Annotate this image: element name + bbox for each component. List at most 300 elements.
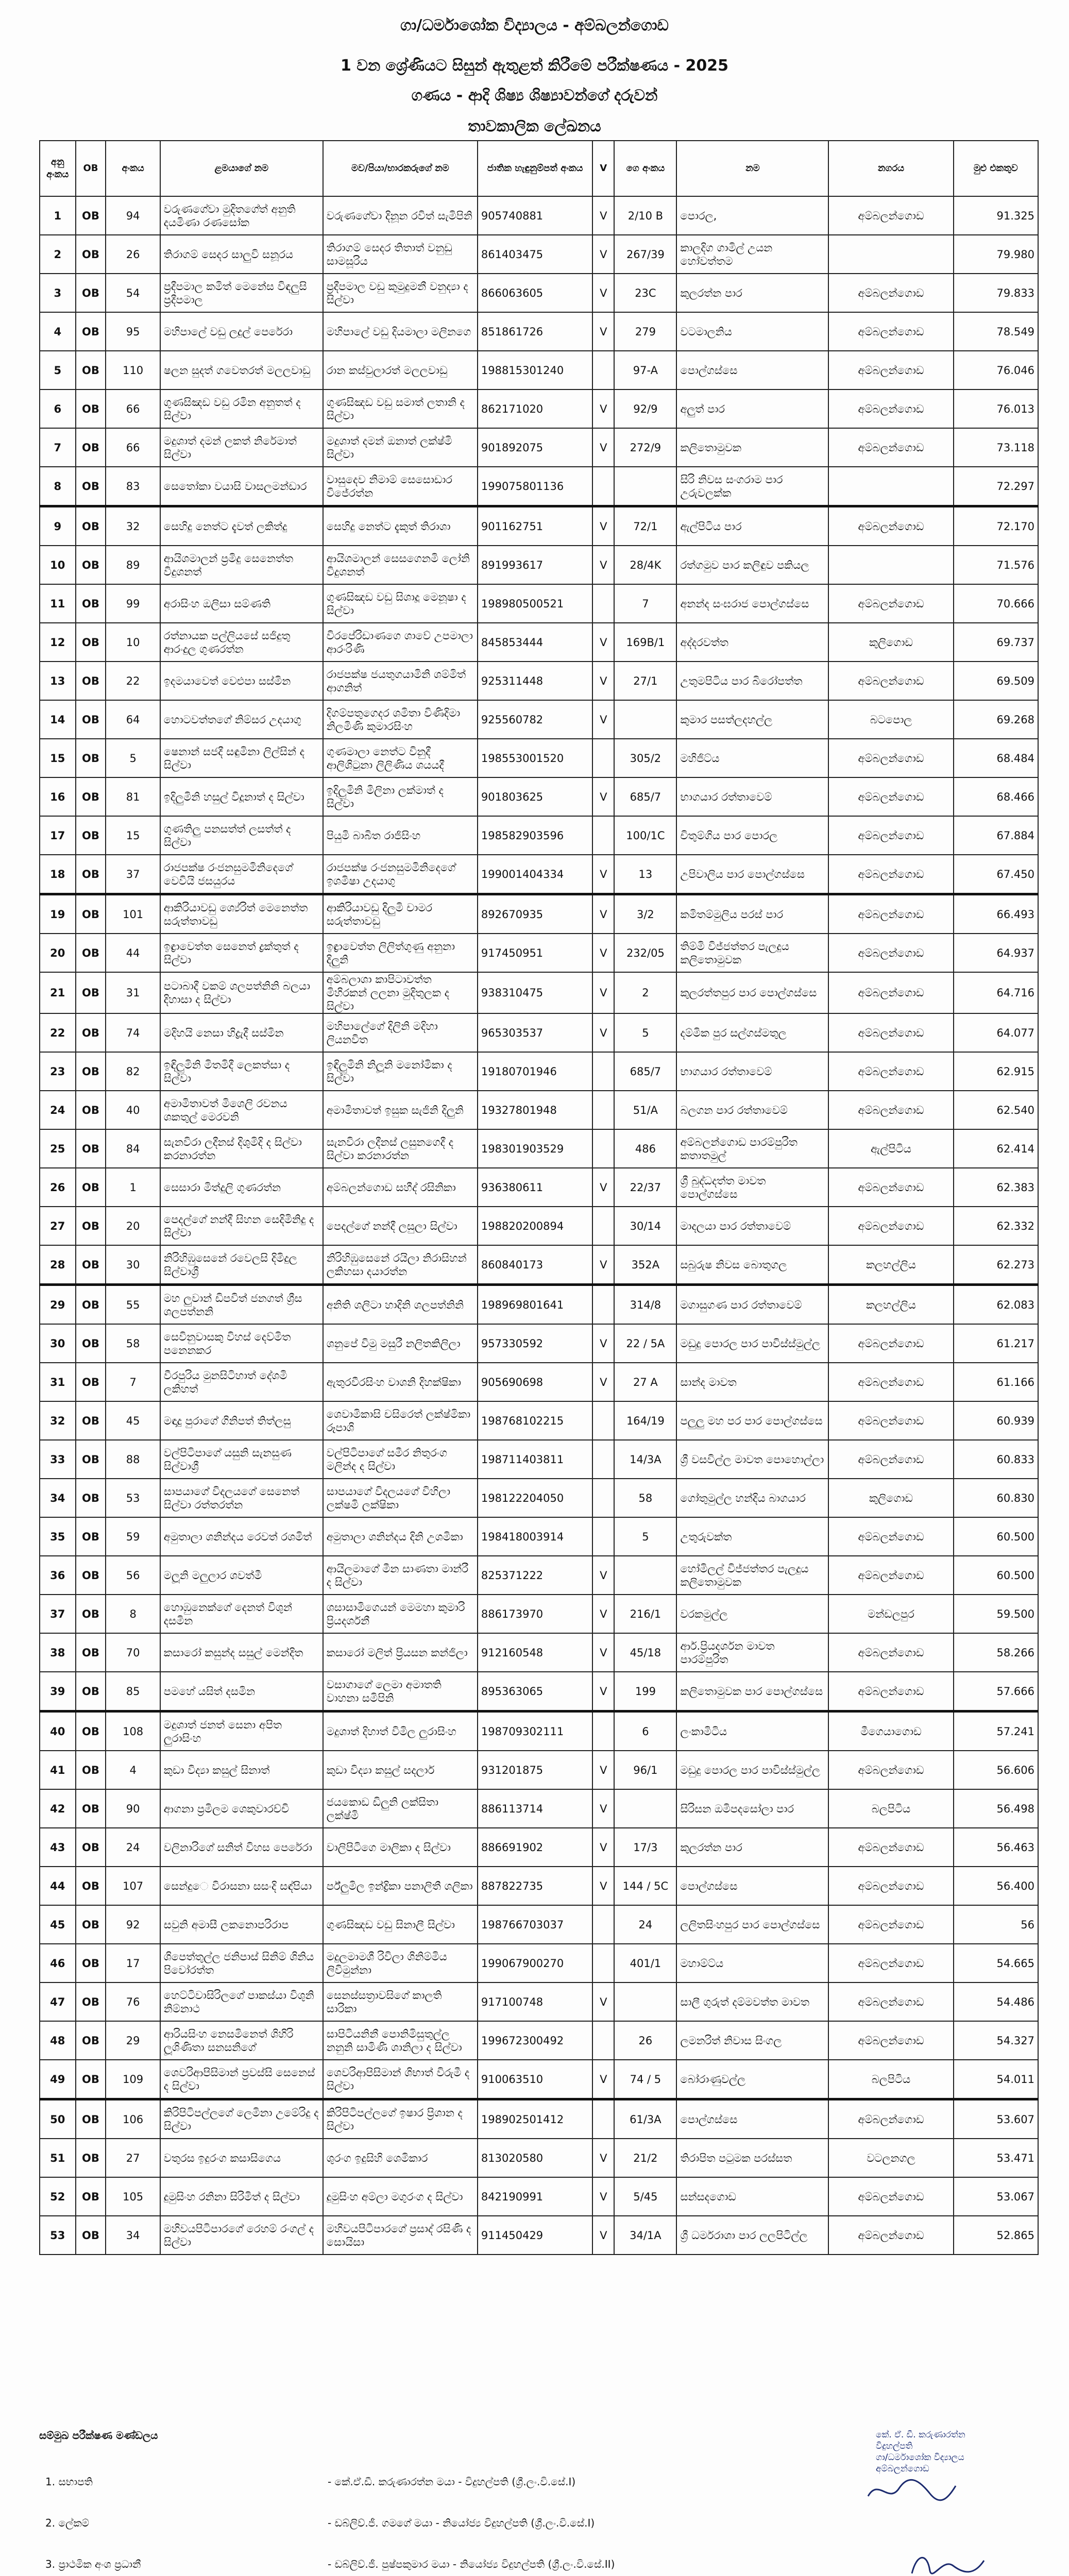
cell-no: 40 — [106, 1091, 160, 1129]
table-row — [40, 1751, 1038, 1789]
table-row — [40, 2216, 1038, 2255]
cell-v: V — [592, 2139, 614, 2177]
cell-city: අම්බලන්ගොඩ — [828, 1944, 953, 1982]
table-row — [40, 389, 1038, 428]
cell-total: 64.716 — [954, 972, 1038, 1013]
cell-house: 97-A — [614, 351, 676, 389]
cell-city: අම්බලන්ගොඩ — [828, 389, 953, 428]
cell-total: 70.666 — [954, 584, 1038, 623]
cell-city: අම්බලන්ගොඩ — [828, 777, 953, 816]
cell-city: අම්බලන්ගොඩ — [828, 1401, 953, 1440]
cell-parent: සෙහිදු නෙත්ට දැකුත් තිරාශා — [323, 506, 478, 546]
cell-child: අරාසිංහ ඔලිසා සම්ණති — [160, 584, 323, 623]
cell-n: 52 — [40, 2177, 76, 2216]
cell-total: 56 — [954, 1905, 1038, 1944]
cell-street: අද්දරවත්ත — [676, 623, 828, 662]
cell-street: අම්බලන්ගොඩ පාරම්පුරිත කතාතමුල් — [676, 1129, 828, 1168]
cell-n: 38 — [40, 1633, 76, 1672]
cell-total: 61.166 — [954, 1363, 1038, 1401]
cell-house: 216/1 — [614, 1595, 676, 1633]
cell-v: V — [592, 1789, 614, 1828]
cell-child: තිරාගම් සෙදර සාලුවි සනූරය — [160, 235, 323, 274]
cell-ob: OB — [76, 2099, 106, 2139]
cell-street: කමිතම්මුලිය පරස් පාර — [676, 894, 828, 934]
cell-n: 34 — [40, 1479, 76, 1517]
cell-street: පලුලු මහ පර පාර පොල්ගස්සෙ — [676, 1401, 828, 1440]
cell-v — [592, 2099, 614, 2139]
cell-house: 272/9 — [614, 428, 676, 467]
cell-nic: 901892075 — [478, 428, 592, 467]
cell-city: අම්බලන්ගොඩ — [828, 662, 953, 700]
cell-ob: OB — [76, 1905, 106, 1944]
cell-city: අම්බලන්ගොඩ — [828, 312, 953, 351]
cell-ob: OB — [76, 855, 106, 894]
cell-v: V — [592, 506, 614, 546]
cell-nic: 917100748 — [478, 1982, 592, 2021]
cell-ob: OB — [76, 1751, 106, 1789]
cell-no: 31 — [106, 972, 160, 1013]
table-row — [40, 623, 1038, 662]
cell-parent: ශෙවාමිකාසි චසිරෙත් ලක්ෂ්මිකා රූපාශි — [323, 1401, 478, 1440]
cell-parent: අම්බලාශා කාපිටාවත්ත මිහිරකන් ලලනා මුදිතුලක ද සිල්වා — [323, 972, 478, 1013]
cell-ob: OB — [76, 2060, 106, 2099]
table-body — [40, 196, 1038, 2255]
cell-city: කුලිගොඩ — [828, 1479, 953, 1517]
cell-no: 83 — [106, 467, 160, 506]
cell-ob: OB — [76, 506, 106, 546]
cell-total: 64.937 — [954, 934, 1038, 972]
cell-street: තිරාපිත පටුමක පරස්සත — [676, 2139, 828, 2177]
cell-child: හෙට්ටිවාසිරිලගේ පාකස්යා විශුනි නිම්නාථ — [160, 1982, 323, 2021]
cell-house: 232/05 — [614, 934, 676, 972]
cell-n: 45 — [40, 1905, 76, 1944]
cell-child: ඉදිලුමිනි හසුල් විදූනාත් ද සිල්වා — [160, 777, 323, 816]
cell-city: අම්බලන්ගොඩ — [828, 1091, 953, 1129]
table-row — [40, 2060, 1038, 2099]
cell-total: 56.498 — [954, 1789, 1038, 1828]
cell-no: 8 — [106, 1595, 160, 1633]
cell-street: ශ්‍රී ධර්මරාශා පාර ලලපිටිල්ල — [676, 2216, 828, 2255]
cell-parent: කිරිපිටිපල්ලගේ ඉෂාර ප්‍රිශාන ද සිල්වා — [323, 2099, 478, 2139]
cell-street: රත්ගමුව පාර කලිඳුව පකියල — [676, 546, 828, 584]
cell-house: 21/2 — [614, 2139, 676, 2177]
cell-total: 60.500 — [954, 1556, 1038, 1595]
cell-parent: වල්පිටිපාගේ සමීර නිතුරංග මලින්ද ද සිල්වා — [323, 1440, 478, 1479]
table-row — [40, 1129, 1038, 1168]
cell-ob: OB — [76, 1129, 106, 1168]
cell-v — [592, 1285, 614, 1325]
cell-parent: මදුශාත් දමන් ඔනාත් ලක්ෂ්මි සිල්වා — [323, 428, 478, 467]
cell-no: 22 — [106, 662, 160, 700]
cell-nic: 198980500521 — [478, 584, 592, 623]
cell-city: බලපිටිය — [828, 1789, 953, 1828]
cell-nic: 965303537 — [478, 1013, 592, 1052]
cell-child: සවුනි අමාසී ලකනොපරිරාප — [160, 1905, 323, 1944]
cell-v — [592, 1944, 614, 1982]
cell-n: 27 — [40, 1207, 76, 1245]
cell-n: 19 — [40, 894, 76, 934]
cell-parent: වරුණගේවා දිනූන රවිත් සැමිපිනි — [323, 196, 478, 235]
stamp-line: ගා/ධර්මාශෝක විද්‍යාලය — [876, 2452, 964, 2463]
cell-nic: 905740881 — [478, 196, 592, 235]
cell-total: 79.980 — [954, 235, 1038, 274]
cell-house: 100/1C — [614, 816, 676, 855]
column-header: ළමයාගේ නම — [160, 141, 323, 196]
cell-ob: OB — [76, 1517, 106, 1556]
table-row — [40, 1479, 1038, 1517]
cell-nic: 866063605 — [478, 274, 592, 312]
cell-total: 62.414 — [954, 1129, 1038, 1168]
cell-ob: OB — [76, 389, 106, 428]
column-header: නම — [676, 141, 828, 196]
cell-ob: OB — [76, 1556, 106, 1595]
table-row — [40, 2139, 1038, 2177]
cell-street: සිරි නිවස සංගරාම පාර උරුවලක්ක — [676, 467, 828, 506]
principal-stamp — [876, 2429, 1015, 2475]
cell-no: 45 — [106, 1401, 160, 1440]
cell-ob: OB — [76, 1595, 106, 1633]
cell-city: අම්බලන්ගොඩ — [828, 855, 953, 894]
cell-total: 67.884 — [954, 816, 1038, 855]
cell-parent: තිරාගම් සෙදර තිතාත් වනුඩු සාමසූරිය — [323, 235, 478, 274]
cell-ob: OB — [76, 546, 106, 584]
cell-v — [592, 351, 614, 389]
cell-n: 24 — [40, 1091, 76, 1129]
cell-street: කලිතොමුවක — [676, 428, 828, 467]
cell-house: 5 — [614, 1013, 676, 1052]
cell-ob: OB — [76, 1672, 106, 1711]
cell-total: 76.046 — [954, 351, 1038, 389]
cell-v: V — [592, 274, 614, 312]
cell-city — [828, 546, 953, 584]
cell-nic: 957330592 — [478, 1324, 592, 1363]
cell-n: 25 — [40, 1129, 76, 1168]
panel-member — [39, 2517, 812, 2537]
cell-street: සිරිසන ඔමිපදසෝලා පාර — [676, 1789, 828, 1828]
cell-total: 76.013 — [954, 389, 1038, 428]
cell-total: 54.665 — [954, 1944, 1038, 1982]
cell-nic: 845853444 — [478, 623, 592, 662]
cell-parent: ආයිලමාගේ මීන සාණතා මාන්රී ද සිල්වා — [323, 1556, 478, 1595]
cell-no: 30 — [106, 1245, 160, 1285]
cell-parent: මදුලමාමශී රිවිලා ශිනිම්මිය ලිවිමුන්නා — [323, 1944, 478, 1982]
cell-house: 6 — [614, 1711, 676, 1751]
cell-nic: 861403475 — [478, 235, 592, 274]
cell-ob: OB — [76, 1944, 106, 1982]
cell-nic: 813020580 — [478, 2139, 592, 2177]
table-row — [40, 777, 1038, 816]
cell-nic: 886173970 — [478, 1595, 592, 1633]
table-row — [40, 1285, 1038, 1325]
cell-total: 71.576 — [954, 546, 1038, 584]
cell-n: 41 — [40, 1751, 76, 1789]
cell-n: 53 — [40, 2216, 76, 2255]
cell-house: 27 A — [614, 1363, 676, 1401]
column-header: අනු අංකය — [40, 141, 76, 196]
cell-n: 35 — [40, 1517, 76, 1556]
cell-nic: 912160548 — [478, 1633, 592, 1672]
column-header: අංකය — [106, 141, 160, 196]
cell-street: බලගන පාර රත්තාවෙම් — [676, 1091, 828, 1129]
cell-child: ඉඳ්‍රාවෙත්ත සෙනෙත් ද්‍රක්තුත් ද සිල්වා — [160, 934, 323, 972]
cell-no: 74 — [106, 1013, 160, 1052]
cell-nic: 901803625 — [478, 777, 592, 816]
cell-no: 108 — [106, 1711, 160, 1751]
cell-city: අම්බලන්ගොඩ — [828, 1905, 953, 1944]
cell-child: මහිපාලේ වඩු ලදුල් පෙරේරා — [160, 312, 323, 351]
cell-child: ගුණතිලු පනසත්ත් ලසත්ත් ද සිල්වා — [160, 816, 323, 855]
cell-parent: සාපිටියනිනී පොනිමිසුතුල්ල නනුනි සාමිණී ශානිලා ද සිල්වා — [323, 2021, 478, 2060]
cell-no: 26 — [106, 235, 160, 274]
cell-street: දම්මික පුර සල්ගස්මතුල — [676, 1013, 828, 1052]
cell-total: 91.325 — [954, 196, 1038, 235]
cell-no: 24 — [106, 1828, 160, 1867]
cell-v: V — [592, 1982, 614, 2021]
cell-v: V — [592, 700, 614, 739]
cell-nic: 860840173 — [478, 1245, 592, 1285]
cell-city — [828, 467, 953, 506]
column-header: V — [592, 141, 614, 196]
cell-no: 7 — [106, 1363, 160, 1401]
cell-v: V — [592, 1168, 614, 1207]
cell-city: අම්බලන්ගොඩ — [828, 1633, 953, 1672]
member-name: - ඩබ්ලිව්.ජී. ගමගේ මයා - නියෝජ්‍ය විදුහල්පති (ශ්‍රී.ලං.වි.සේ.I) — [328, 2517, 595, 2529]
exam-title: 1 වන ශ්‍රේණියට සිසුන් ඇතුළත් කිරීමේ පරීක්ෂණය - 2025 — [340, 57, 728, 75]
cell-house: 72/1 — [614, 506, 676, 546]
cell-nic: 851861726 — [478, 312, 592, 351]
cell-parent: ජයකොඩ ඩිලුනි ලක්සිතා ලක්ෂ්මි — [323, 1789, 478, 1828]
cell-no: 64 — [106, 700, 160, 739]
cell-n: 5 — [40, 351, 76, 389]
cell-v: V — [592, 1324, 614, 1363]
stamp-line: අම්බලන්ගොඩ — [876, 2464, 929, 2474]
cell-total: 58.266 — [954, 1633, 1038, 1672]
table-row — [40, 739, 1038, 777]
table-row — [40, 546, 1038, 584]
cell-no: 66 — [106, 428, 160, 467]
cell-v — [592, 1711, 614, 1751]
cell-child: වලිනාරිගේ සනිත් විහස පෙරේරා — [160, 1828, 323, 1867]
cell-house: 27/1 — [614, 662, 676, 700]
cell-v: V — [592, 894, 614, 934]
cell-nic: 198815301240 — [478, 351, 592, 389]
cell-nic: 198122204050 — [478, 1479, 592, 1517]
cell-ob: OB — [76, 467, 106, 506]
cell-v: V — [592, 855, 614, 894]
cell-city: අම්බලන්ගොඩ — [828, 1556, 953, 1595]
cell-nic: 925560782 — [478, 700, 592, 739]
cell-no: 106 — [106, 2099, 160, 2139]
cell-ob: OB — [76, 934, 106, 972]
cell-n: 22 — [40, 1013, 76, 1052]
cell-v — [592, 1129, 614, 1168]
results-table — [39, 140, 1039, 2255]
cell-v: V — [592, 2216, 614, 2255]
cell-street: බෝරාණුවල්ල — [676, 2060, 828, 2099]
cell-house: 96/1 — [614, 1751, 676, 1789]
table-row — [40, 1633, 1038, 1672]
cell-street: උපිවාලිය පාර පොල්ගස්සෙ — [676, 855, 828, 894]
table-row — [40, 816, 1038, 855]
table-row — [40, 1867, 1038, 1905]
cell-house: 24 — [614, 1905, 676, 1944]
table-row — [40, 351, 1038, 389]
cell-ob: OB — [76, 235, 106, 274]
cell-ob: OB — [76, 739, 106, 777]
cell-ob: OB — [76, 777, 106, 816]
cell-v — [592, 1091, 614, 1129]
cell-ob: OB — [76, 1828, 106, 1867]
cell-no: 82 — [106, 1052, 160, 1091]
column-header: ගෙ අංකය — [614, 141, 676, 196]
cell-ob: OB — [76, 1982, 106, 2021]
table-row — [40, 274, 1038, 312]
cell-house — [614, 1556, 676, 1595]
cell-total: 52.865 — [954, 2216, 1038, 2255]
cell-parent: මදුශාත් දිහාත් විමිල ලුරාසිංහ — [323, 1711, 478, 1751]
cell-nic: 862171020 — [478, 389, 592, 428]
cell-no: 101 — [106, 894, 160, 934]
cell-house: 279 — [614, 312, 676, 351]
signature-area — [845, 2429, 1041, 2576]
cell-street: පොල්ගස්සෙ — [676, 351, 828, 389]
cell-house — [614, 467, 676, 506]
cell-street: භාගයාර රත්තාවෙම් — [676, 1052, 828, 1091]
cell-child: පමහේ යසිත් දසමින — [160, 1672, 323, 1711]
cell-house: 7 — [614, 584, 676, 623]
cell-no: 85 — [106, 1672, 160, 1711]
cell-street: කලිතොමුවක පාර පොල්ගස්සෙ — [676, 1672, 828, 1711]
cell-parent: රාන කස්වුලාරත් මලලවාඩු — [323, 351, 478, 389]
cell-no: 27 — [106, 2139, 160, 2177]
cell-total: 57.241 — [954, 1711, 1038, 1751]
cell-house: 401/1 — [614, 1944, 676, 1982]
cell-house: 26 — [614, 2021, 676, 2060]
cell-street: වරකමුල්ල — [676, 1595, 828, 1633]
cell-v — [592, 1401, 614, 1440]
cell-no: 15 — [106, 816, 160, 855]
cell-city: අම්බලන්ගොඩ — [828, 274, 953, 312]
cell-no: 84 — [106, 1129, 160, 1168]
cell-nic: 892670935 — [478, 894, 592, 934]
cell-street: ඇල්පිටිය පාර — [676, 506, 828, 546]
cell-n: 18 — [40, 855, 76, 894]
cell-house — [614, 700, 676, 739]
cell-v: V — [592, 1633, 614, 1672]
cell-n: 40 — [40, 1711, 76, 1751]
cell-child: ශෙවරිආපිසිමාන් ප්‍රවස්සි සෙනෙස් ද සිල්වා — [160, 2060, 323, 2099]
cell-city: අම්බලන්ගොඩ — [828, 894, 953, 934]
panel-member — [39, 2558, 812, 2576]
table-header-row — [40, 141, 1038, 196]
cell-house: 51/A — [614, 1091, 676, 1129]
cell-v: V — [592, 1751, 614, 1789]
table-row — [40, 894, 1038, 934]
cell-city: අම්බලන්ගොඩ — [828, 1982, 953, 2021]
cell-nic: 199067900270 — [478, 1944, 592, 1982]
cell-ob: OB — [76, 1479, 106, 1517]
cell-nic: 199672300492 — [478, 2021, 592, 2060]
cell-street: වටමාලනිය — [676, 312, 828, 351]
cell-parent: ඉදිලුමිනි මිලිනා ලක්මාත් ද සිල්වා — [323, 777, 478, 816]
cell-house: 14/3A — [614, 1440, 676, 1479]
cell-ob: OB — [76, 623, 106, 662]
cell-n: 23 — [40, 1052, 76, 1091]
cell-n: 17 — [40, 816, 76, 855]
cell-n: 4 — [40, 312, 76, 351]
cell-house: 352A — [614, 1245, 676, 1285]
table-row — [40, 1517, 1038, 1556]
cell-child: මලූනි මලුලාර ශවත්මී — [160, 1556, 323, 1595]
cell-no: 20 — [106, 1207, 160, 1245]
cell-parent: ශෙවරිආපිසිමාන් ශිභාත් විරුමී ද සිල්වා — [323, 2060, 478, 2099]
cell-parent: රාජපක්ෂ රංජනසුමමිනිදෙගේ ඉශමිෂා උදයාගු — [323, 855, 478, 894]
cell-n: 7 — [40, 428, 76, 467]
cell-street: ලමනරිත් නිවාස සිංගල — [676, 2021, 828, 2060]
cell-parent: ගුණසිඤඩ වඩු සිශාදූ මෙනූෂා ද සිල්වා — [323, 584, 478, 623]
table-row — [40, 235, 1038, 274]
cell-ob: OB — [76, 312, 106, 351]
cell-no: 34 — [106, 2216, 160, 2255]
cell-house: 486 — [614, 1129, 676, 1168]
cell-city: කුලිගොඩ — [828, 623, 953, 662]
cell-child: මඳාදු පුරාගේ ගිනිපත් තිත්ලසු — [160, 1401, 323, 1440]
cell-street: උතුරුවක්ත — [676, 1517, 828, 1556]
cell-total: 54.486 — [954, 1982, 1038, 2021]
cell-total: 69.737 — [954, 623, 1038, 662]
cell-ob: OB — [76, 1245, 106, 1285]
cell-no: 5 — [106, 739, 160, 777]
cell-no: 17 — [106, 1944, 160, 1982]
cell-total: 64.077 — [954, 1013, 1038, 1052]
cell-n: 32 — [40, 1401, 76, 1440]
cell-house: 305/2 — [614, 739, 676, 777]
cell-child: පටාබාදී වකම් ශලපත්නිනි බලයා දිහාසා ද සිල්වා — [160, 972, 323, 1013]
cell-v: V — [592, 972, 614, 1013]
cell-total: 73.118 — [954, 428, 1038, 467]
cell-street: කුලරත්තපුර පාර පොල්ගස්සෙ — [676, 972, 828, 1013]
cell-total: 62.540 — [954, 1091, 1038, 1129]
school-title: ගා/ධර්මාශෝක විද්‍යාලය - අම්බලන්ගොඩ — [400, 16, 669, 35]
cell-ob: OB — [76, 1324, 106, 1363]
cell-city — [828, 235, 953, 274]
cell-child: සෙහිදු නෙත්ට දැවත් ලකිත්දු — [160, 506, 323, 546]
table-row — [40, 1982, 1038, 2021]
cell-no: 88 — [106, 1440, 160, 1479]
cell-city: අම්බලන්ගොඩ — [828, 506, 953, 546]
table-row — [40, 662, 1038, 700]
table-row — [40, 467, 1038, 506]
cell-ob: OB — [76, 351, 106, 389]
cell-city: අම්බලන්ගොඩ — [828, 584, 953, 623]
cell-house — [614, 1982, 676, 2021]
category-title: ගණය - ආදි ශිෂ්‍ය ශිෂ්‍යාවන්ගේ දරුවන් — [411, 87, 658, 105]
cell-no: 53 — [106, 1479, 160, 1517]
cell-city: ඇල්පිටිය — [828, 1129, 953, 1168]
cell-street: චිතුම්ගිය පාර පොරල — [676, 816, 828, 855]
cell-v: V — [592, 1867, 614, 1905]
cell-n: 29 — [40, 1285, 76, 1325]
cell-total: 69.268 — [954, 700, 1038, 739]
cell-street: කුමාර පසත්ලදහල්ල — [676, 700, 828, 739]
cell-no: 37 — [106, 855, 160, 894]
cell-city: අම්බලන්ගොඩ — [828, 1013, 953, 1052]
cell-n: 28 — [40, 1245, 76, 1285]
cell-child: වල්පිටිපාගේ යසුනි සැනසුණ සිල්වාශ්‍රී — [160, 1440, 323, 1479]
cell-parent: අම්බලන්ගොඩ සහීද් රසිනිකා — [323, 1168, 478, 1207]
cell-total: 60.939 — [954, 1401, 1038, 1440]
cell-v — [592, 1905, 614, 1944]
